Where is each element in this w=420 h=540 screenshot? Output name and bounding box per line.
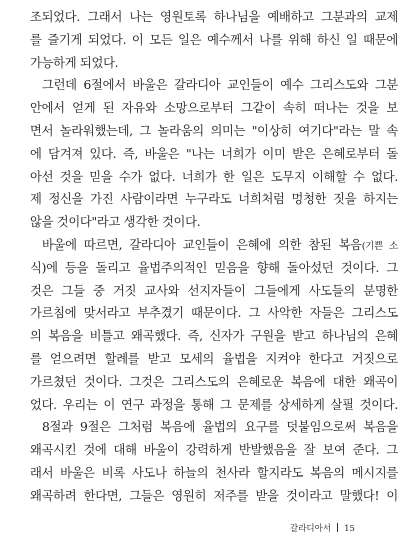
text-line: 것은 그들 중 거짓 교사와 선지자들이 그들에게 사도들의 분명한 (30, 283, 398, 298)
text-line: 가르침에 맞서라고 부추겼기 때문이다. 그 사악한 자들은 그리스도 (30, 306, 398, 321)
paragraph-start (30, 234, 398, 257)
text-line: 않을 것이다"라고 생각한 것이다. (30, 215, 201, 230)
text-line: 의 복음을 비틀고 왜곡했다. 즉, 신자가 구원을 받고 하나님의 은혜 (30, 329, 398, 344)
paragraph-start: 8절과 9절은 그처럼 복음에 율법의 요구를 덧붙임으로써 복음을 (42, 420, 398, 435)
text-line: 었다. 우리는 이 연구 과정을 통해 그 문제를 상세하게 살필 것이다. (30, 397, 398, 412)
running-title: 갈라디아서 (290, 524, 332, 534)
body-text (30, 6, 398, 508)
text-line: 가능하게 되었다. (30, 55, 119, 70)
text-line: 안에서 얻게 된 자유와 소망으로부터 그같이 속히 떠나는 것을 보 (30, 101, 398, 116)
page-footer (290, 522, 400, 534)
text-segment: 바울에 따르면, 갈라디아 교인들이 은혜에 의한 참된 복음 (42, 237, 362, 252)
text-line: 에 담겨져 있다. 즉, 바울은 "나는 너희가 이미 받은 은혜로부터 돌 (30, 146, 398, 161)
text-line: 제 정신을 가진 사람이라면 누구라도 너희처럼 멍청한 짓을 하지는 (30, 192, 398, 207)
text-line: 를 얻으려면 할례를 받고 모세의 율법을 지켜야 한다고 거짓으로 (30, 351, 398, 366)
text-line: 면서 놀라워했는데, 그 놀라움의 의미는 "이상히 여기다"라는 말 속 (30, 123, 398, 138)
text-line: 왜곡시킨 것에 대해 바울이 강력하게 반발했음을 잘 보여 준다. 그 (30, 443, 398, 458)
text-line: 를 즐기게 되었다. 이 모든 일은 예수께서 나를 위해 하신 일 때문에 (30, 32, 398, 47)
text-line: 왜곡하려 한다면, 그들은 영원히 저주를 받을 것이라고 말했다! 이 (30, 488, 398, 503)
paragraph-start: 그런데 6절에서 바울은 갈라디아 교인들이 예수 그리스도와 그분 (42, 78, 398, 93)
small-note: (기쁜 소 (361, 240, 398, 252)
page-number: 15 (344, 524, 355, 534)
text-line: 조되었다. 그래서 나는 영원토록 하나님을 예배하고 그분과의 교제 (30, 10, 398, 24)
text-line: 식)에 등을 돌리고 율법주의적인 믿음을 향해 돌아섰던 것이다. 그 (30, 260, 398, 275)
text-line: 아선 것을 믿을 수가 없다. 너희가 한 일은 도무지 이해할 수 없다. (30, 169, 398, 184)
text-line: 가르쳤던 것이다. 그것은 그리스도의 은혜로운 복음에 대한 왜곡이 (30, 374, 398, 389)
footer-divider (337, 523, 338, 532)
text-line: 래서 바울은 비록 사도나 하늘의 천사라 할지라도 복음의 메시지를 (30, 465, 398, 480)
